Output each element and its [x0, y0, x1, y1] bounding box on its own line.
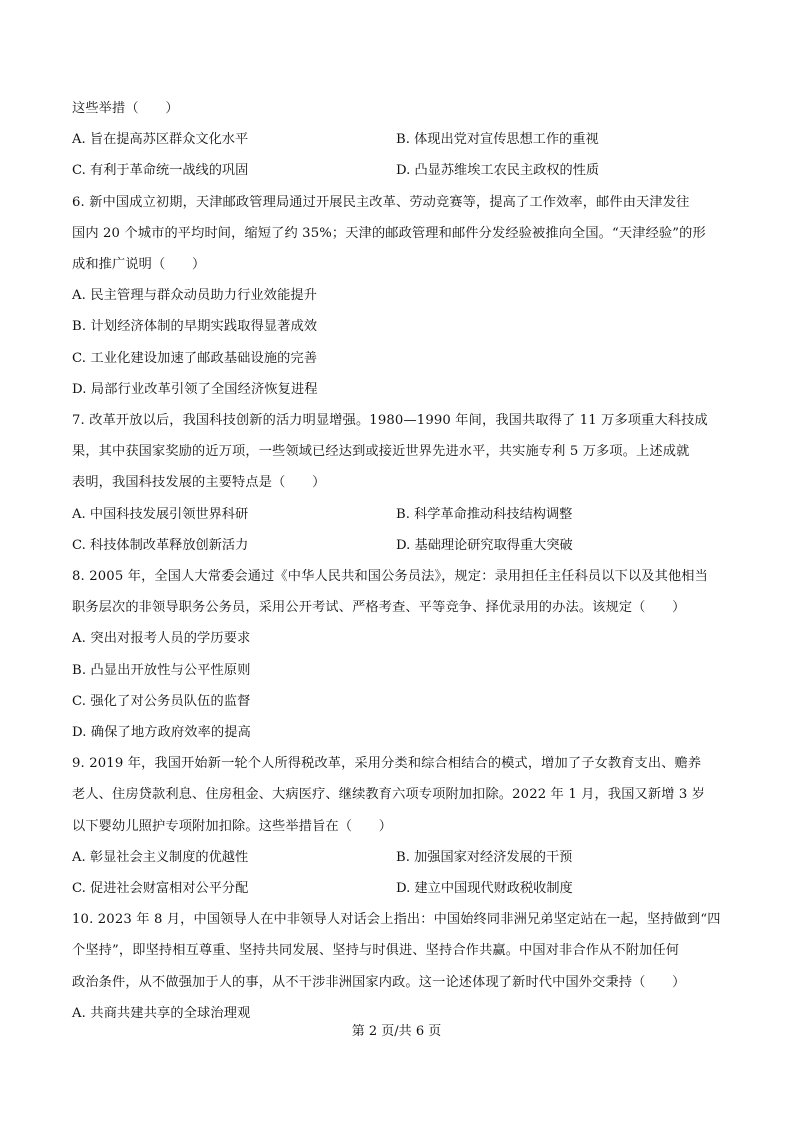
option-a: A. 彰显社会主义制度的优越性: [72, 849, 249, 865]
question-9-options-row-1: [72, 842, 724, 873]
option-d: D. 局部行业改革引领了全国经济恢复进程: [72, 381, 318, 397]
question-10: [72, 904, 724, 1029]
option-a: A. 旨在提高苏区群众文化水平: [72, 132, 249, 148]
option-b: B. 计划经济体制的早期实践取得显著成效: [72, 319, 318, 335]
option-a: A. 突出对报考人员的学历要求: [72, 631, 251, 647]
option-a: A. 共商共建共享的全球治理观: [72, 1005, 251, 1021]
question-5-options-row-1: [72, 124, 724, 155]
option-c: C. 促进社会财富相对公平分配: [72, 881, 249, 897]
option-c: C. 科技体制改革释放创新活力: [72, 537, 249, 553]
option-a: A. 中国科技发展引领世界科研: [72, 506, 249, 522]
option-d: D. 确保了地方政府效率的提高: [72, 725, 251, 741]
option-d: D. 建立中国现代财政税收制度: [396, 881, 573, 897]
option-c: C. 有利于革命统一战线的巩固: [72, 163, 249, 179]
question-7-stem-line: 表明，我国科技发展的主要特点是（ ）: [72, 475, 326, 491]
question-9: [72, 748, 724, 904]
option-a: A. 民主管理与群众动员助力行业效能提升: [72, 288, 318, 304]
page-content: [72, 93, 724, 1029]
question-5-stem-tail: 这些举措（ ）: [72, 101, 179, 116]
question-9-options-row-2: [72, 873, 724, 904]
question-7-stem-line: 7. 改革开放以后，我国科技创新的活力明显增强。1980—1990 年间，我国共取得了 11 万多项重大科技成: [72, 413, 708, 429]
question-8-stem-line: 职务层次的非领导职务公务员，采用公开考试、严格考查、平等竞争、择优录用的办法。该规定（ ）: [72, 600, 686, 616]
question-6-stem-line: 国内 20 个城市的平均时间，缩短了约 35%；天津的邮政管理和邮件分发经验被推向全国。“天津经验”的形: [72, 225, 706, 241]
question-7-stem-line: 果，其中获国家奖励的近万项，一些领域已经达到或接近世界先进水平，共实施专利 5 万多项。上述成就: [72, 444, 690, 460]
question-10-stem-line: 个坚持”，即坚持相互尊重、坚持共同发展、坚持与时俱进、坚持合作共赢。中国对非合作从不附加任何: [72, 943, 680, 959]
question-6-stem-line: 6. 新中国成立初期，天津邮政管理局通过开展民主改革、劳动竞赛等，提高了工作效率，邮件由天津发往: [72, 194, 690, 210]
option-b: B. 凸显出开放性与公平性原则: [72, 662, 251, 678]
question-8: [72, 561, 724, 748]
question-10-stem-line: 10. 2023 年 8 月，中国领导人在中非领导人对话会上指出：中国始终同非洲兄弟坚定站在一起，坚持做到“四: [72, 912, 721, 928]
option-b: B. 体现出党对宣传思想工作的重视: [396, 132, 599, 148]
question-7-options-row-1: [72, 499, 724, 530]
question-9-stem-line: 以下婴幼儿照护专项附加扣除。这些举措旨在（ ）: [72, 818, 393, 834]
option-d: D. 基础理论研究取得重大突破: [396, 537, 573, 553]
option-d: D. 凸显苏维埃工农民主政权的性质: [396, 163, 600, 179]
question-6-stem-line: 成和推广说明（ ）: [72, 257, 206, 273]
question-7: [72, 405, 724, 561]
page-number-footer: 第 2 页/共 6 页: [351, 1024, 442, 1039]
question-10-stem-line: 政治条件，从不做强加于人的事，从不干涉非洲国家内政。这一论述体现了新时代中国外交秉持（ ）: [72, 974, 686, 990]
option-c: C. 强化了对公务员队伍的监督: [72, 693, 251, 709]
question-8-stem-line: 8. 2005 年，全国人大常委会通过《中华人民共和国公务员法》，规定：录用担任主任科员以下以及其他相当: [72, 569, 708, 585]
question-5-options-row-2: [72, 155, 724, 186]
option-b: B. 加强国家对经济发展的干预: [396, 849, 573, 865]
question-7-options-row-2: [72, 530, 724, 561]
question-9-stem-line: 老人、住房贷款利息、住房租金、大病医疗、继续教育六项专项附加扣除。2022 年 1 月，我国又新增 3 岁: [72, 787, 706, 803]
option-c: C. 工业化建设加速了邮政基础设施的完善: [72, 350, 318, 366]
question-9-stem-line: 9. 2019 年，我国开始新一轮个人所得税改革，采用分类和综合相结合的模式，增加了子女教育支出、赡养: [72, 756, 702, 772]
question-6: [72, 187, 724, 405]
option-b: B. 科学革命推动科技结构调整: [396, 506, 573, 522]
